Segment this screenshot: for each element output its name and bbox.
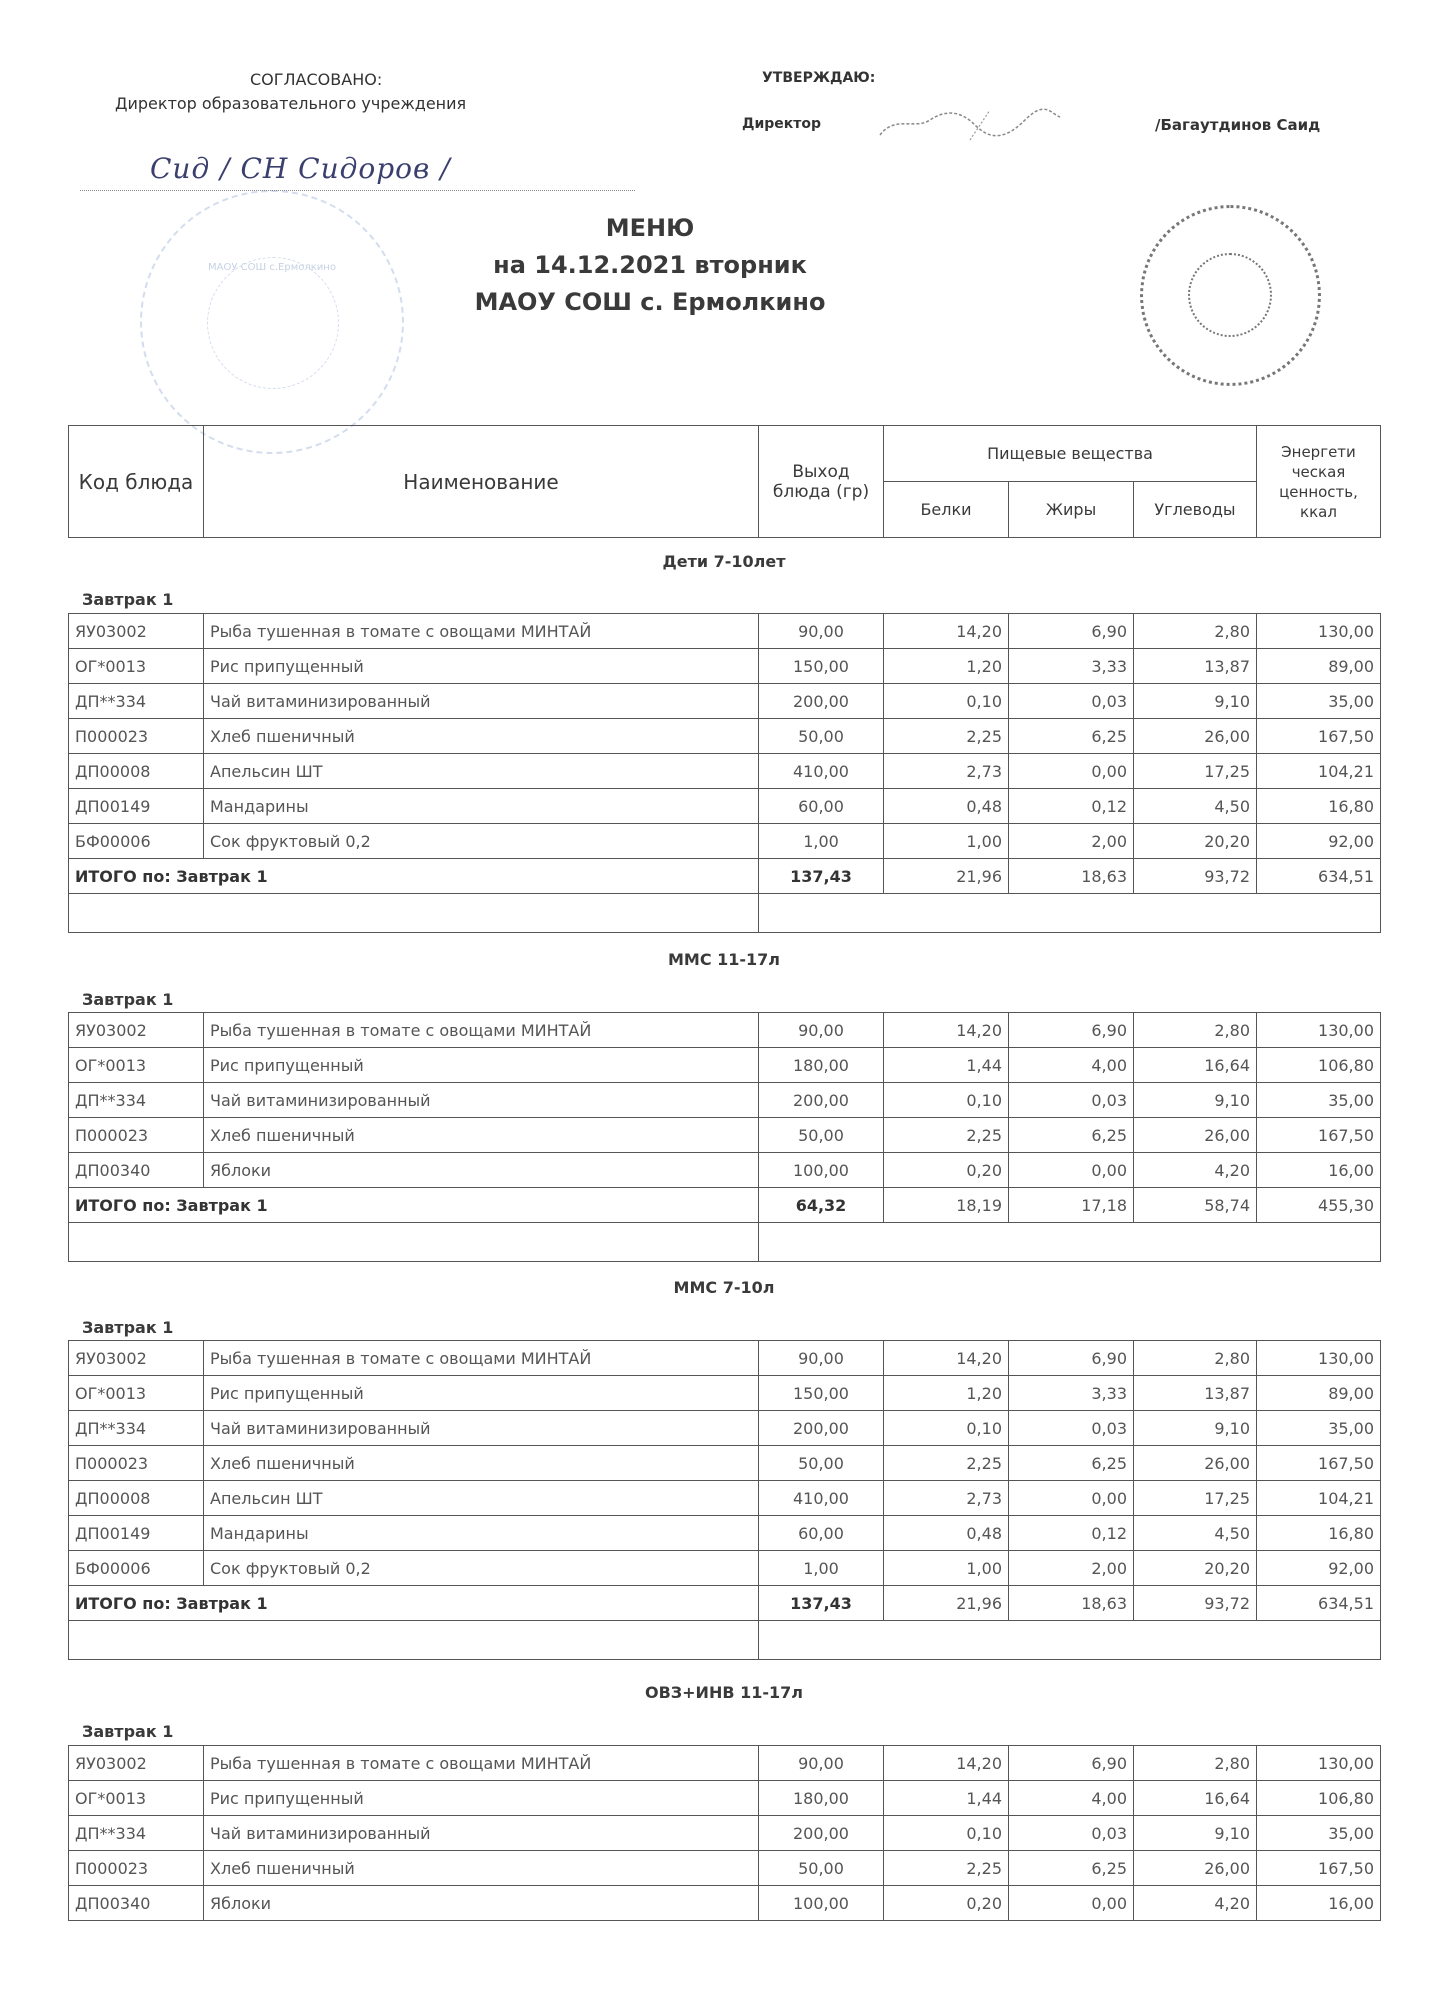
director-name: /Багаутдинов Саид — [1155, 116, 1321, 134]
col-name: Наименование — [204, 426, 759, 538]
table-row: ОГ*0013 Рис припущенный 180,00 1,44 4,00 16,64 106,80 — [69, 1781, 1381, 1816]
group-title: Дети 7-10лет — [662, 552, 786, 571]
document-title: МЕНЮ — [605, 214, 695, 242]
col-carbs: Углеводы — [1134, 482, 1257, 538]
col-nutrients: Пищевые вещества — [884, 426, 1257, 482]
empty-row — [69, 1621, 1381, 1660]
table-row: ОГ*0013 Рис припущенный 150,00 1,20 3,33 13,87 89,00 — [69, 649, 1381, 684]
handwritten-signature-left: Сид / СН Сидоров / — [150, 152, 451, 185]
table-row: ЯУ03002 Рыба тушенная в томате с овощами МИНТАЙ 90,00 14,20 6,90 2,80 130,00 — [69, 1341, 1381, 1376]
col-protein: Белки — [884, 482, 1009, 538]
total-row: ИТОГО по: Завтрак 1 137,43 21,96 18,63 93,72 634,51 — [69, 859, 1381, 894]
menu-column-header — [68, 425, 1381, 538]
table-row: П000023 Хлеб пшеничный 50,00 2,25 6,25 26,00 167,50 — [69, 1851, 1381, 1886]
col-code: Код блюда — [69, 426, 204, 538]
table-row: ДП00008 Апельсин ШТ 410,00 2,73 0,00 17,25 104,21 — [69, 754, 1381, 789]
table-row: ДП00008 Апельсин ШТ 410,00 2,73 0,00 17,25 104,21 — [69, 1481, 1381, 1516]
meal-title: Завтрак 1 — [82, 1722, 174, 1741]
meal-title: Завтрак 1 — [82, 1318, 174, 1337]
table-row: ОГ*0013 Рис припущенный 180,00 1,44 4,00 16,64 106,80 — [69, 1048, 1381, 1083]
table-row: ДП00149 Мандарины 60,00 0,48 0,12 4,50 16,80 — [69, 1516, 1381, 1551]
approval-left-subtitle: Директор образовательного учреждения — [115, 94, 467, 113]
table-row: ДП00340 Яблоки 100,00 0,20 0,00 4,20 16,00 — [69, 1153, 1381, 1188]
menu-table-group-4 — [68, 1745, 1381, 1921]
group-title: ММС 11-17л — [667, 950, 781, 969]
stamp-text: МАОУ СОШ с.Ермолкино — [208, 262, 336, 273]
table-row: БФ00006 Сок фруктовый 0,2 1,00 1,00 2,00 20,20 92,00 — [69, 1551, 1381, 1586]
table-row: ДП**334 Чай витаминизированный 200,00 0,10 0,03 9,10 35,00 — [69, 1816, 1381, 1851]
table-row: П000023 Хлеб пшеничный 50,00 2,25 6,25 26,00 167,50 — [69, 719, 1381, 754]
table-row: ДП**334 Чай витаминизированный 200,00 0,10 0,03 9,10 35,00 — [69, 1411, 1381, 1446]
approval-left-title: СОГЛАСОВАНО: — [250, 70, 383, 89]
official-round-seal — [1140, 205, 1321, 386]
table-row: БФ00006 Сок фруктовый 0,2 1,00 1,00 2,00 20,20 92,00 — [69, 824, 1381, 859]
col-energy: Энергети ческая ценность, ккал — [1257, 426, 1381, 538]
table-row: ОГ*0013 Рис припущенный 150,00 1,20 3,33 13,87 89,00 — [69, 1376, 1381, 1411]
table-row: ДП**334 Чай витаминизированный 200,00 0,10 0,03 9,10 35,00 — [69, 684, 1381, 719]
document-title-block — [400, 210, 900, 321]
approval-right-title: УТВЕРЖДАЮ: — [762, 70, 876, 86]
meal-title: Завтрак 1 — [82, 990, 174, 1009]
table-row: ДП00340 Яблоки 100,00 0,20 0,00 4,20 16,00 — [69, 1886, 1381, 1921]
group-title: ОВЗ+ИНВ 11-17л — [644, 1683, 803, 1702]
blue-school-stamp — [140, 190, 404, 454]
table-row: ДП00149 Мандарины 60,00 0,48 0,12 4,50 16,80 — [69, 789, 1381, 824]
signature-line — [80, 190, 635, 191]
document-school: МАОУ СОШ с. Ермолкино — [474, 288, 826, 316]
table-row: ЯУ03002 Рыба тушенная в томате с овощами МИНТАЙ 90,00 14,20 6,90 2,80 130,00 — [69, 1013, 1381, 1048]
total-row: ИТОГО по: Завтрак 1 137,43 21,96 18,63 93,72 634,51 — [69, 1586, 1381, 1621]
total-row: ИТОГО по: Завтрак 1 64,32 18,19 17,18 58,74 455,30 — [69, 1188, 1381, 1223]
approval-right-role: Директор — [742, 116, 822, 132]
menu-table-group-1 — [68, 613, 1381, 933]
group-title: ММС 7-10л — [673, 1278, 775, 1297]
document-date: на 14.12.2021 вторник — [493, 251, 807, 279]
menu-table-group-2 — [68, 1012, 1381, 1262]
empty-row — [69, 894, 1381, 933]
col-yield: Выход блюда (гр) — [759, 426, 884, 538]
meal-title: Завтрак 1 — [82, 590, 174, 609]
table-row: ДП**334 Чай витаминизированный 200,00 0,10 0,03 9,10 35,00 — [69, 1083, 1381, 1118]
table-row: П000023 Хлеб пшеничный 50,00 2,25 6,25 26,00 167,50 — [69, 1446, 1381, 1481]
col-fat: Жиры — [1009, 482, 1134, 538]
table-row: ЯУ03002 Рыба тушенная в томате с овощами МИНТАЙ 90,00 14,20 6,90 2,80 130,00 — [69, 614, 1381, 649]
menu-table-group-3 — [68, 1340, 1381, 1660]
signature-scribble-icon — [875, 105, 1065, 145]
table-row: ЯУ03002 Рыба тушенная в томате с овощами МИНТАЙ 90,00 14,20 6,90 2,80 130,00 — [69, 1746, 1381, 1781]
table-row: П000023 Хлеб пшеничный 50,00 2,25 6,25 26,00 167,50 — [69, 1118, 1381, 1153]
empty-row — [69, 1223, 1381, 1262]
